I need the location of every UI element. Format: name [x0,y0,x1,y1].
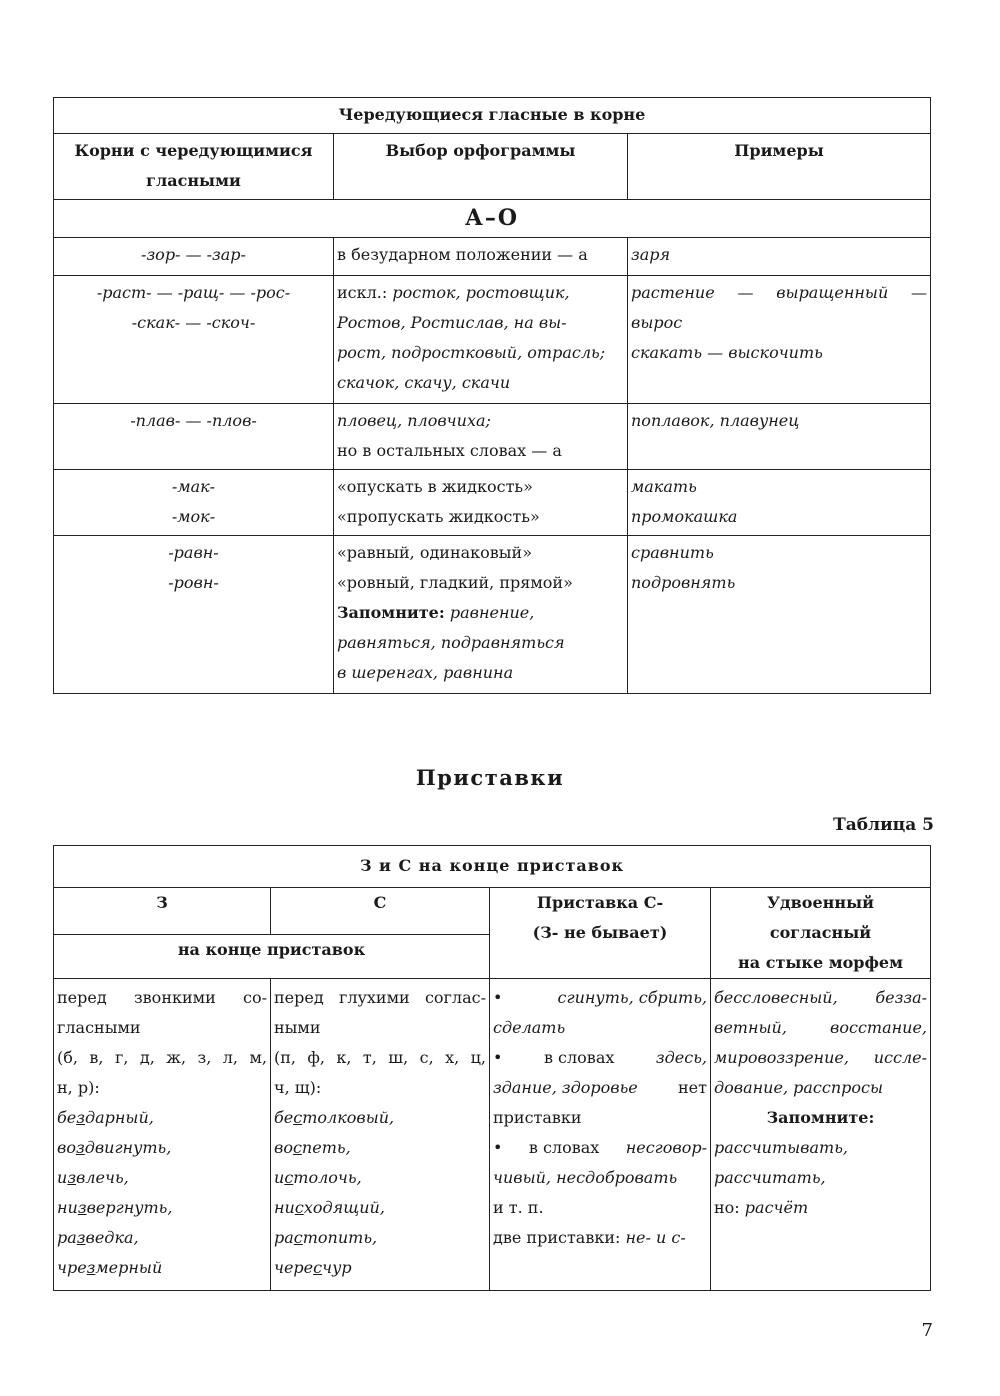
page-number: 7 [921,1320,933,1341]
table2-z-cell: перед звонкими со- гласными (б, в, г, д, ж, з, л, м, н, р): бездарный, воздвигнуть, извлечь, низвергнуть, разведка, чрезмерный [54,979,271,1291]
table2-header-prefix-s: Приставка С- (З- не бывает) [490,888,711,979]
example-word: бестолковый, [274,1108,395,1127]
table1-row-roots: -мак- -мок- [54,470,334,536]
table2-title: З и С на конце приставок [54,846,931,888]
table1-row-rule: «опускать в жидкость» «пропускать жидкость» [334,470,628,536]
table1-title: Чередующиеся гласные в корне [54,98,931,134]
section-title: Приставки [415,765,565,790]
table1-row-roots: -зор- — -зар- [54,238,334,276]
table2-header-double: Удвоенный согласный на стыке морфем [711,888,931,979]
table1-row-roots: -плав- — -плов- [54,404,334,470]
table1-row-examples: растение — выращенный — вырос скакать — выскочить [628,276,931,404]
example-word: извлечь, [57,1168,129,1187]
table1-row-rule: пловец, пловчиха; но в остальных словах — а [334,404,628,470]
table2-header-z: З [54,888,271,935]
table1-header-examples: Примеры [628,134,931,200]
example-word: чересчур [274,1258,352,1277]
example-word: растопить, [274,1228,378,1247]
exception-line: искл.: росток, ростовщик, [337,283,570,302]
table1-row-roots: -равн- -ровн- [54,536,334,694]
example-word: чрезмерный [57,1258,163,1277]
table2-s-cell: перед глухими соглас- ными (п, ф, к, т, ш, с, х, ц, ч, щ): бестолковый, воспеть, истолочь, нисходящий, растопить, чересчур [271,979,490,1291]
table2-header-s: С [271,888,490,935]
example-word: нисходящий, [274,1198,385,1217]
table1-row-rule: в безударном положении — а [334,238,628,276]
example-word: бездарный, [57,1108,154,1127]
table2-double-cell: бессловесный, безза- ветный, восстание, мировоззрение, иссле- дование, расспросы Запомните: рассчитывать, рассчитать, но: расчёт [711,979,931,1291]
table1-row-rule: «равный, одинаковый» «ровный, гладкий, прямой» Запомните: равнение, равняться, подравняться в шеренгах, равнина [334,536,628,694]
table1-header-rule: Выбор орфограммы [334,134,628,200]
table1-row-rule: искл.: росток, ростовщик, Ростов, Ростислав, на вы- рост, подростковый, отрасль; скачок, скачу, скачи [334,276,628,404]
table1-row-examples: заря [628,238,931,276]
table1-row-roots: -раст- — -ращ- — -рос- -скак- — -скоч- [54,276,334,404]
table1-header-roots: Корни с чередующимися гласными [54,134,334,200]
table-number: Таблица 5 [833,815,934,835]
table1-group-ao: А–О [54,200,931,238]
example-word: воздвигнуть, [57,1138,172,1157]
prefixes-z-s-table [53,845,931,1291]
example-word: истолочь, [274,1168,362,1187]
table2-subheader: на конце приставок [54,934,490,978]
example-word: низвергнуть, [57,1198,173,1217]
example-word: воспеть, [274,1138,351,1157]
table1-row-examples: поплавок, плавунец [628,404,931,470]
example-word: разведка, [57,1228,139,1247]
alternating-vowels-table [53,97,931,694]
table2-prefix-s-cell: • сгинуть, сбрить, сделать • в словах здесь, здание, здоровье нет приставки • в словах несговор- чивый, несдобровать и т. п. две приставки: не- и с- [490,979,711,1291]
table1-row-examples: сравнить подровнять [628,536,931,694]
table1-row-examples: макать промокашка [628,470,931,536]
